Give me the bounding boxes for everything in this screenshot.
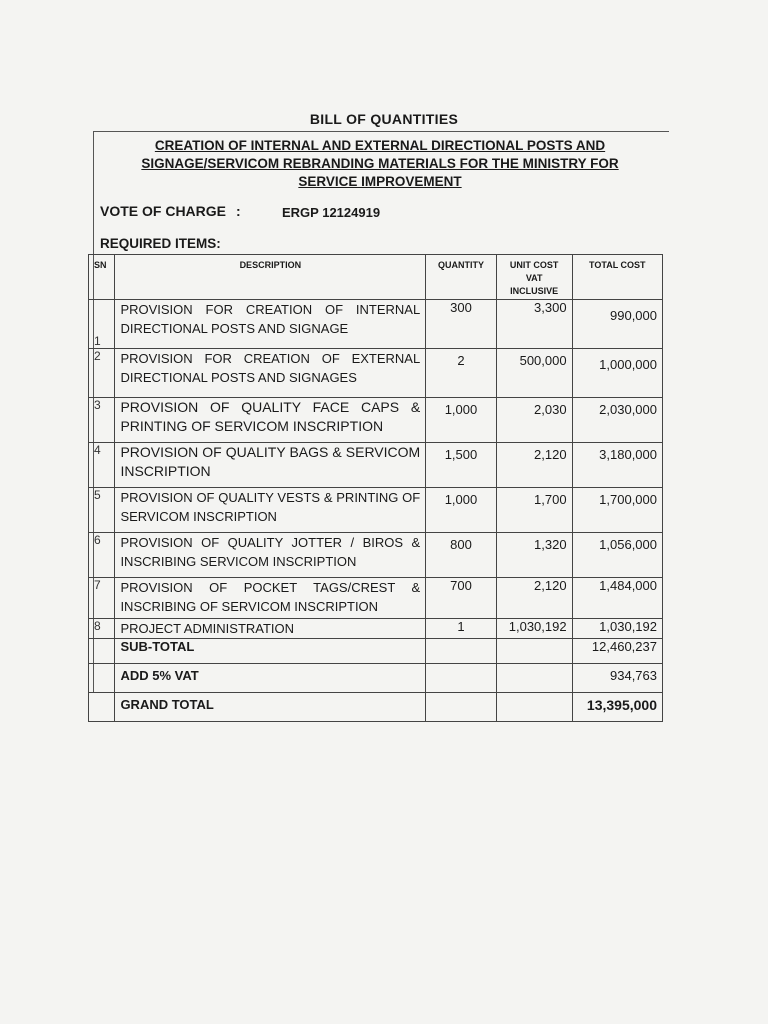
- row-unit-cost: 1,700: [496, 488, 572, 533]
- table-row: [89, 533, 663, 578]
- row-unit-cost: 3,300: [496, 300, 572, 349]
- row-description: PROVISION FOR CREATION OF EXTERNAL DIRECTIONAL POSTS AND SIGNAGES: [115, 349, 426, 398]
- row-description: PROVISION FOR CREATION OF INTERNAL DIRECTIONAL POSTS AND SIGNAGE: [115, 300, 426, 349]
- header-unit-cost-line: UNIT COST: [509, 260, 559, 270]
- row-quantity: 700: [426, 578, 497, 619]
- vat-label: ADD 5% VAT: [115, 664, 426, 693]
- table-row: [89, 349, 663, 398]
- row-description: PROVISION OF QUALITY VESTS & PRINTING OF SERVICOM INSCRIPTION: [115, 488, 426, 533]
- vote-of-charge-code: ERGP 12124919: [282, 205, 381, 220]
- row-unit-cost: 2,030: [496, 398, 572, 443]
- row-quantity: 1,000: [426, 488, 497, 533]
- bill-of-quantities-table: [88, 254, 663, 722]
- row-quantity: 1,000: [426, 398, 497, 443]
- row-sn: 1: [89, 300, 115, 349]
- subtotal-row: [89, 639, 663, 664]
- subtotal-value: 12,460,237: [572, 639, 662, 664]
- table-row: [89, 619, 663, 639]
- row-sn: 4: [89, 443, 115, 488]
- row-total-cost: 3,180,000: [572, 443, 662, 488]
- table-row: [89, 443, 663, 488]
- grand-total-label: GRAND TOTAL: [115, 693, 426, 722]
- document-heading: [95, 137, 665, 191]
- required-items-label: REQUIRED ITEMS:: [100, 236, 221, 251]
- row-unit-cost: 2,120: [496, 443, 572, 488]
- row-description: PROVISION OF POCKET TAGS/CREST & INSCRIBING OF SERVICOM INSCRIPTION: [115, 578, 426, 619]
- row-total-cost: 2,030,000: [572, 398, 662, 443]
- row-total-cost: 1,030,192: [572, 619, 662, 639]
- row-quantity: 800: [426, 533, 497, 578]
- row-sn: 5: [89, 488, 115, 533]
- row-sn: 8: [89, 619, 115, 639]
- row-unit-cost: 1,320: [496, 533, 572, 578]
- row-sn: 2: [89, 349, 115, 398]
- heading-line: SERVICE IMPROVEMENT: [298, 174, 462, 189]
- row-quantity: 1,500: [426, 443, 497, 488]
- row-total-cost: 1,000,000: [572, 349, 662, 398]
- header-quantity: QUANTITY: [426, 255, 497, 300]
- table-row: [89, 398, 663, 443]
- row-sn: 6: [89, 533, 115, 578]
- row-description: PROVISION OF QUALITY FACE CAPS & PRINTING OF SERVICOM INSCRIPTION: [115, 398, 426, 443]
- header-description: DESCRIPTION: [115, 255, 426, 300]
- row-unit-cost: 2,120: [496, 578, 572, 619]
- table-row: [89, 300, 663, 349]
- row-total-cost: 1,484,000: [572, 578, 662, 619]
- row-unit-cost: 500,000: [496, 349, 572, 398]
- grand-total-value: 13,395,000: [572, 693, 662, 722]
- heading-line: CREATION OF INTERNAL AND EXTERNAL DIRECTIONAL POSTS AND: [154, 138, 606, 153]
- row-description: PROVISION OF QUALITY JOTTER / BIROS & INSCRIBING SERVICOM INSCRIPTION: [115, 533, 426, 578]
- vote-of-charge-label: VOTE OF CHARGE: [100, 203, 227, 219]
- table-header-row: [89, 255, 663, 300]
- subtotal-label: SUB-TOTAL: [115, 639, 426, 664]
- vat-row: [89, 664, 663, 693]
- vat-value: 934,763: [572, 664, 662, 693]
- header-sn: SN: [89, 255, 115, 300]
- row-sn: 7: [89, 578, 115, 619]
- table-row: [89, 578, 663, 619]
- row-description: PROVISION OF QUALITY BAGS & SERVICOM INSCRIPTION: [115, 443, 426, 488]
- table-row: [89, 488, 663, 533]
- row-total-cost: 990,000: [572, 300, 662, 349]
- header-unit-cost-line: VAT: [525, 273, 543, 283]
- row-total-cost: 1,700,000: [572, 488, 662, 533]
- page-title: BILL OF QUANTITIES: [309, 111, 459, 127]
- row-quantity: 1: [426, 619, 497, 639]
- row-sn: 3: [89, 398, 115, 443]
- header-total-cost: TOTAL COST: [572, 255, 662, 300]
- heading-line: SIGNAGE/SERVICOM REBRANDING MATERIALS FOR THE MINISTRY FOR: [141, 156, 619, 171]
- row-description: PROJECT ADMINISTRATION: [115, 619, 426, 639]
- grand-total-row: [89, 693, 663, 722]
- row-total-cost: 1,056,000: [572, 533, 662, 578]
- row-unit-cost: 1,030,192: [496, 619, 572, 639]
- header-unit-cost: [496, 255, 572, 300]
- vote-separator: :: [236, 203, 241, 219]
- header-unit-cost-line: INCLUSIVE: [510, 286, 559, 296]
- row-quantity: 2: [426, 349, 497, 398]
- row-quantity: 300: [426, 300, 497, 349]
